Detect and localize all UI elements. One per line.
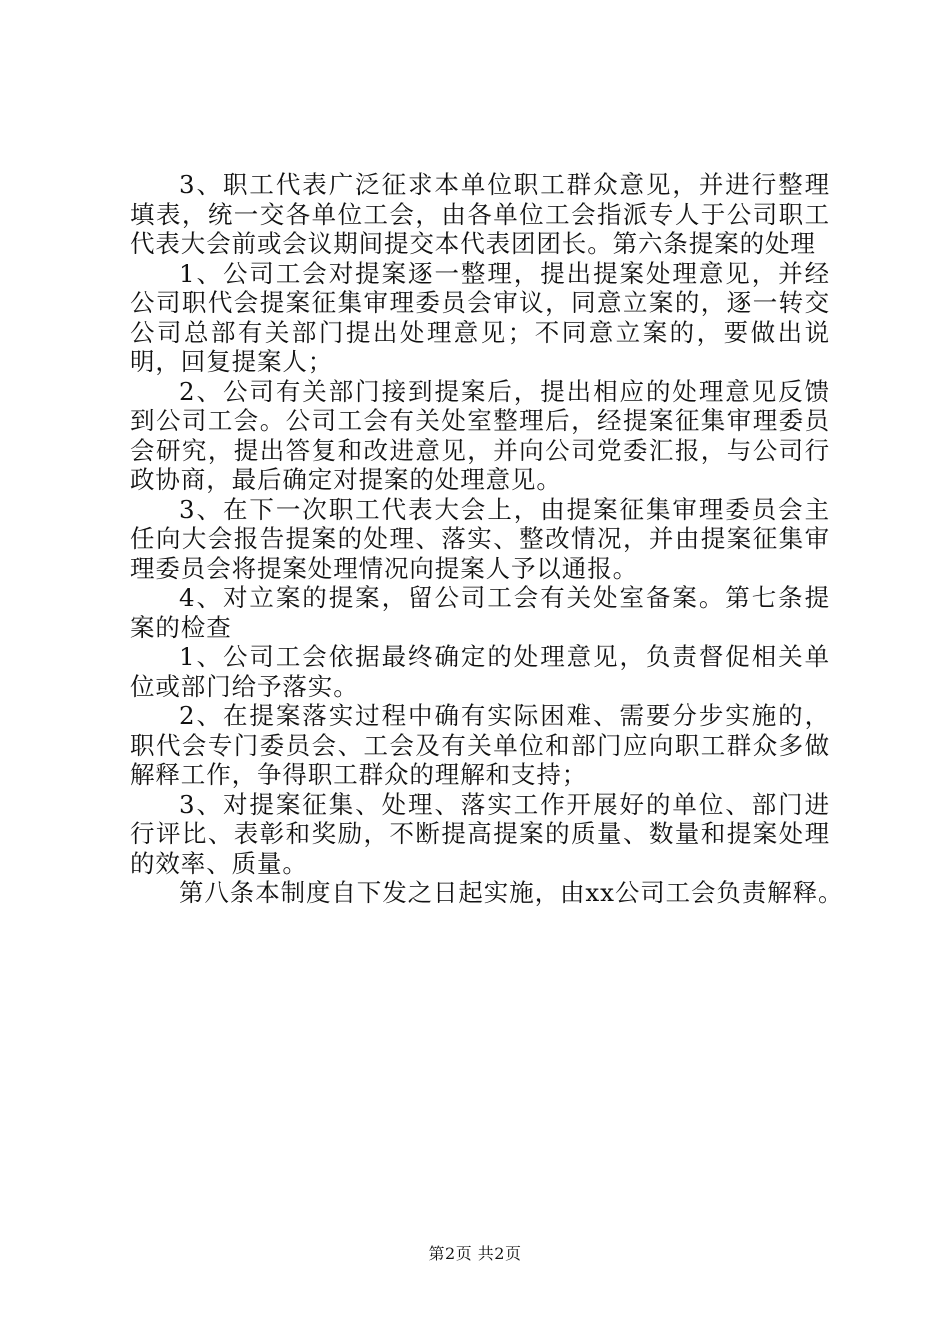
- paragraph-difficulties: 2、在提案落实过程中确有实际困难、需要分步实施的，职代会专门委员会、工会及有关单位和部门应向职工群众多做解释工作，争得职工群众的理解和支持；: [130, 701, 830, 789]
- paragraph-union-review: 1、公司工会对提案逐一整理，提出提案处理意见，并经公司职代会提案征集审理委员会审议，同意立案的，逐一转交公司总部有关部门提出处理意见；不同意立案的，要做出说明，回复提案人；: [130, 258, 830, 376]
- paragraph-congress-report: 3、在下一次职工代表大会上，由提案征集审理委员会主任向大会报告提案的处理、落实、整改情况，并由提案征集审理委员会将提案处理情况向提案人予以通报。: [130, 494, 830, 583]
- document-body: [130, 170, 844, 908]
- page-number-footer: 第2页 共2页: [428, 1244, 522, 1263]
- paragraph-filing: 4、对立案的提案，留公司工会有关处室备案。第七条提案的检查: [130, 583, 830, 642]
- paragraph-rewards: 3、对提案征集、处理、落实工作开展好的单位、部门进行评比、表彰和奖励，不断提高提案的质量、数量和提案处理的效率、质量。: [130, 789, 830, 878]
- paragraph-effective-date: 第八条本制度自下发之日起实施，由xx公司工会负责解释。: [179, 878, 844, 907]
- paragraph-department-feedback: 2、公司有关部门接到提案后，提出相应的处理意见反馈到公司工会。公司工会有关处室整理后，经提案征集审理委员会研究，提出答复和改进意见，并向公司党委汇报，与公司行政协商，最后确定对提案的处理意见。: [130, 376, 830, 494]
- paragraph-representative-opinions: 3、职工代表广泛征求本单位职工群众意见，并进行整理填表，统一交各单位工会，由各单位工会指派专人于公司职工代表大会前或会议期间提交本代表团团长。第六条提案的处理: [130, 170, 830, 258]
- paragraph-supervision: 1、公司工会依据最终确定的处理意见，负责督促相关单位或部门给予落实。: [130, 642, 830, 701]
